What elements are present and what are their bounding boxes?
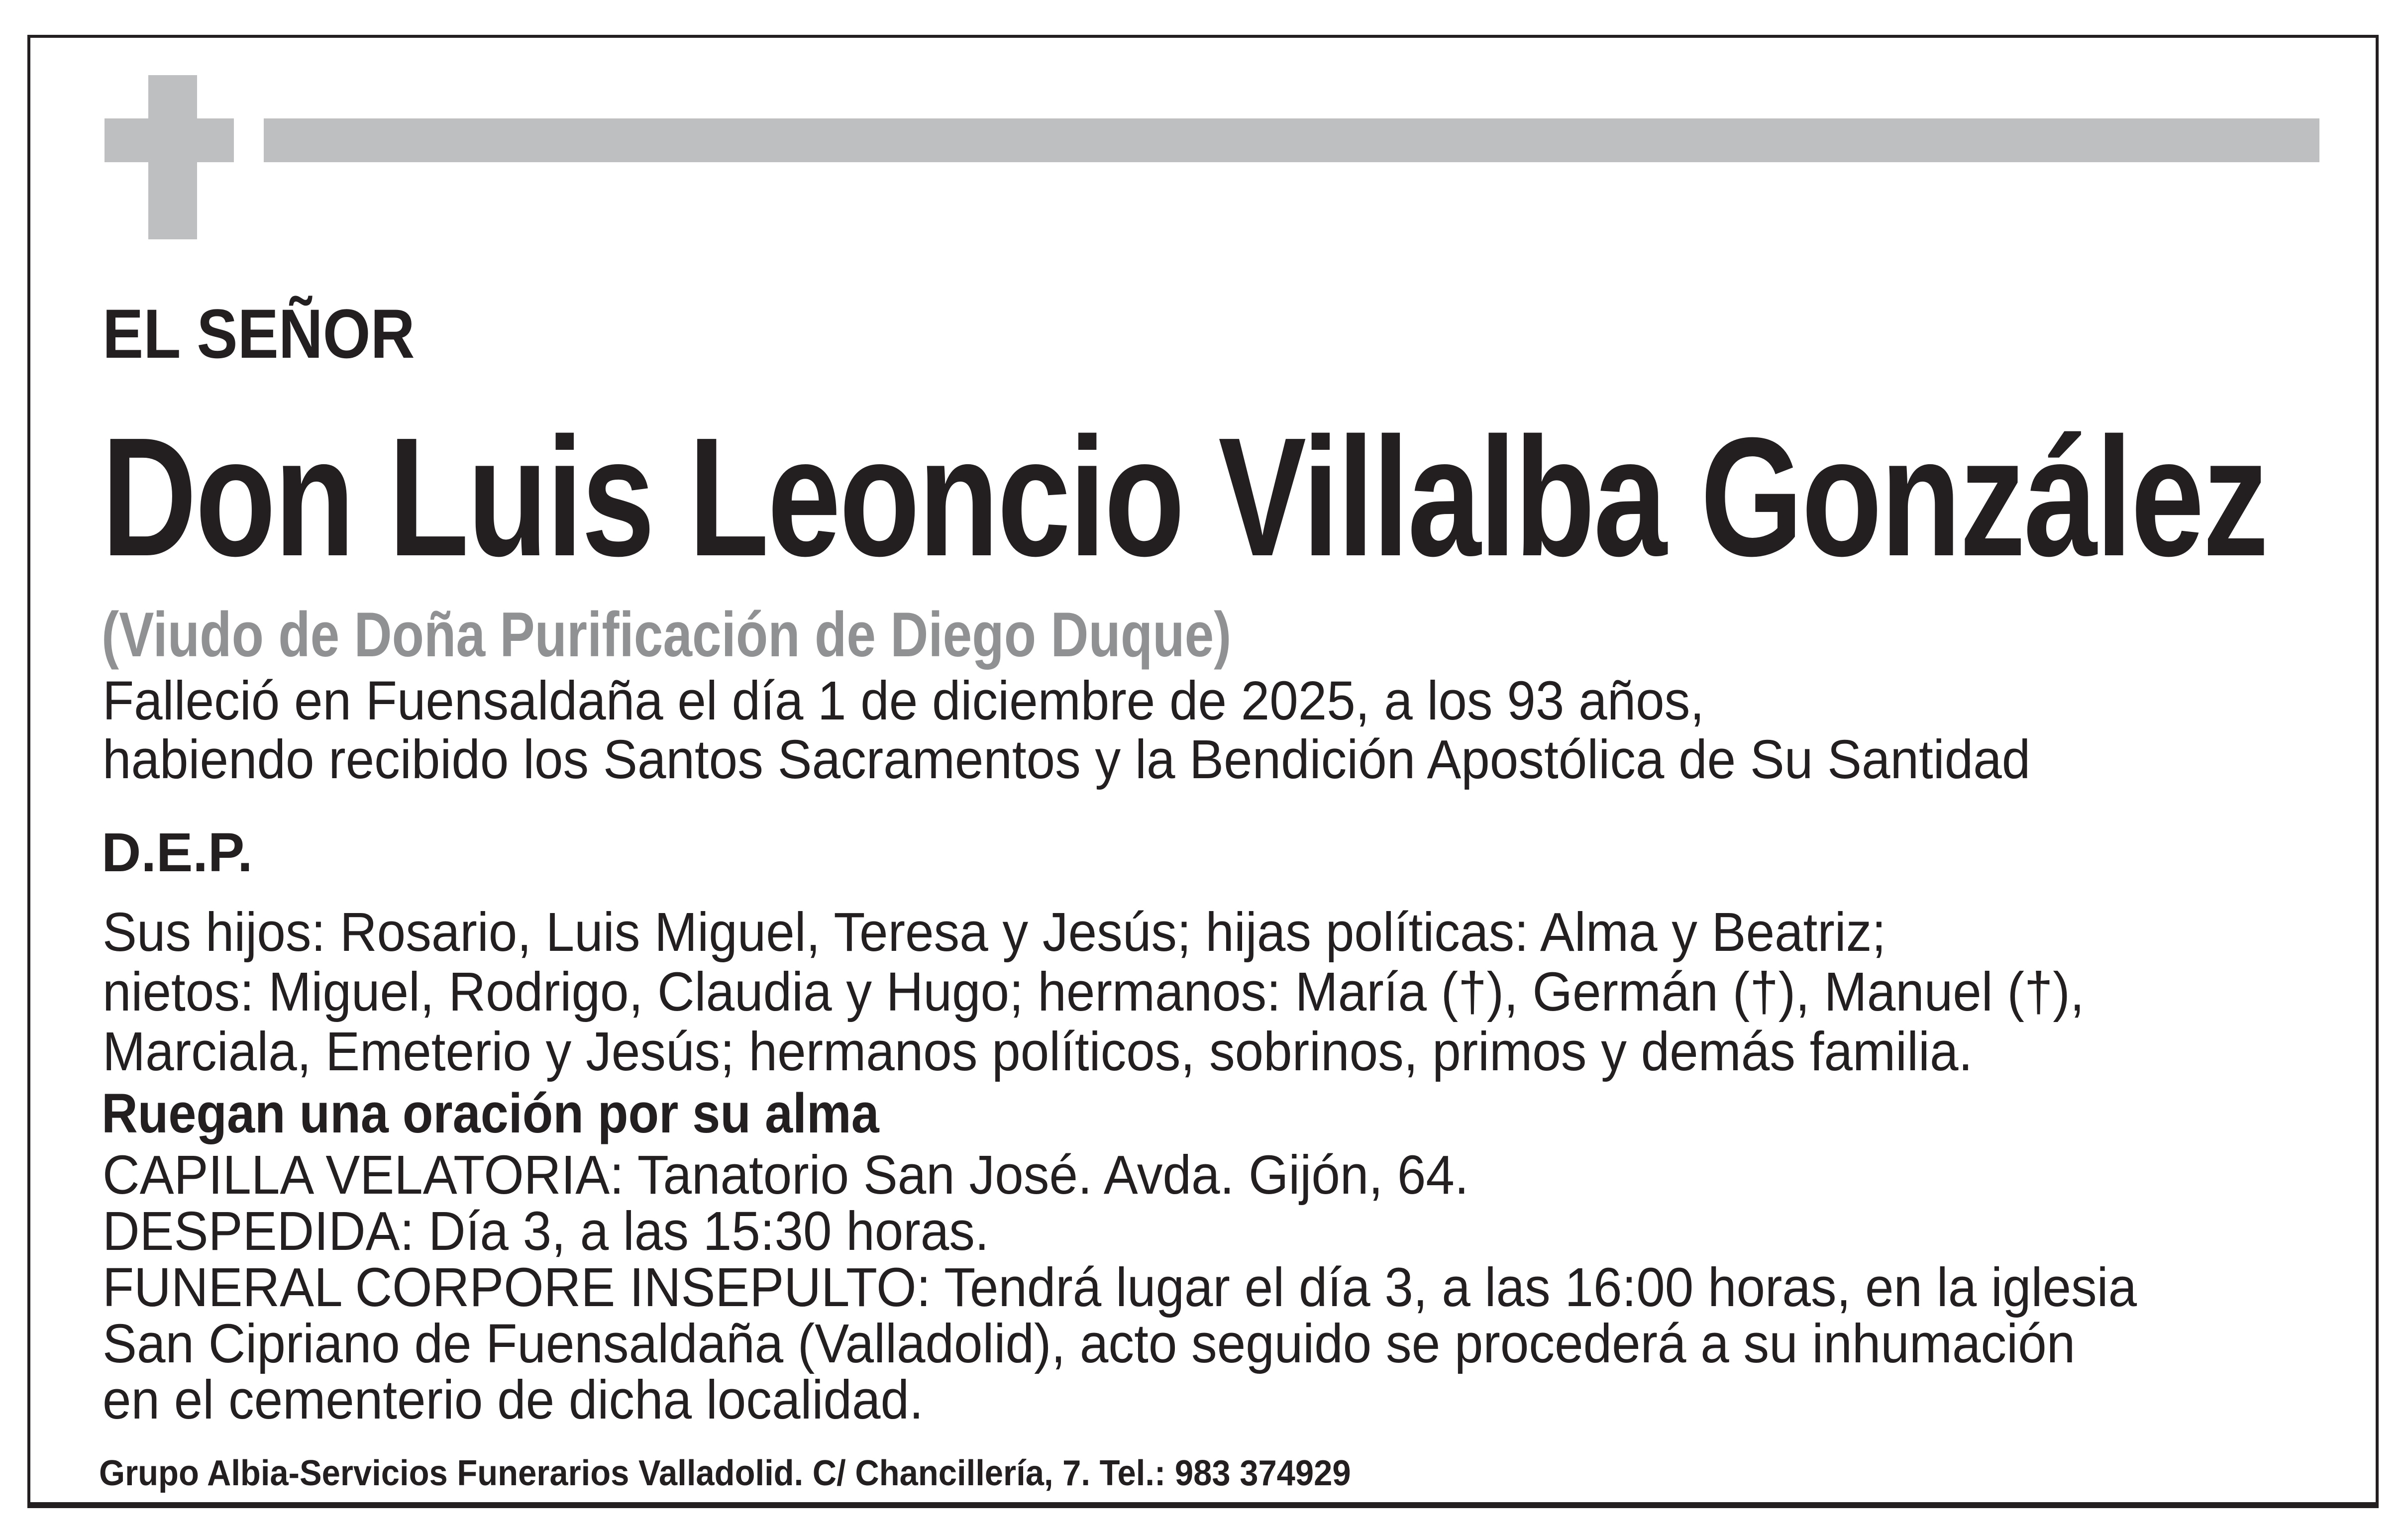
family-list	[103, 903, 2085, 1082]
death-notice	[103, 672, 2030, 789]
service-chapel-line: CAPILLA VELATORIA: Tanatorio San José. Avda. Gijón, 64.	[103, 1144, 1469, 1206]
funeral-home-credit: Grupo Albia-Servicios Funerarios Valladolid. C/ Chancillería, 7. Tel.: 983 374929	[99, 1453, 1351, 1493]
death-notice-line: habiendo recibido los Santos Sacramentos y la Bendición Apostólica de Su Santidad	[103, 729, 2031, 790]
family-line: nietos: Miguel, Rodrigo, Claudia y Hugo; hermanos: María (†), Germán (†), Manuel (†),	[103, 961, 2085, 1022]
rip-abbreviation: D.E.P.	[102, 822, 253, 883]
family-line: Marciala, Emeterio y Jesús; hermanos políticos, sobrinos, primos y demás familia.	[103, 1021, 1973, 1082]
service-details	[103, 1144, 2137, 1431]
relationship-note: (Viudo de Doña Purificación de Diego Duque)	[102, 599, 1232, 670]
honorific-title: EL SEÑOR	[103, 295, 415, 373]
family-line: Sus hijos: Rosario, Luis Miguel, Teresa y Jesús; hijas políticas: Alma y Beatriz;	[103, 902, 1886, 963]
death-notice-line: Falleció en Fuensaldaña el día 1 de diciembre de 2025, a los 93 años,	[103, 670, 1705, 731]
header-rule	[264, 118, 2319, 162]
deceased-name: Don Luis Leoncio Villalba González	[102, 403, 2267, 592]
prayer-request: Ruegan una oración por su alma	[102, 1082, 879, 1144]
service-funeral-line: San Cipriano de Fuensaldaña (Valladolid), acto seguido se procederá a su inhumación	[103, 1313, 2076, 1374]
service-farewell-line: DESPEDIDA: Día 3, a las 15:30 horas.	[103, 1201, 989, 1262]
service-funeral-line: en el cementerio de dicha localidad.	[103, 1369, 924, 1431]
cross-icon-arm	[105, 118, 234, 162]
obituary-sheet	[27, 35, 2379, 1508]
service-funeral-line: FUNERAL CORPORE INSEPULTO: Tendrá lugar el día 3, a las 16:00 horas, en la iglesia	[103, 1257, 2137, 1318]
